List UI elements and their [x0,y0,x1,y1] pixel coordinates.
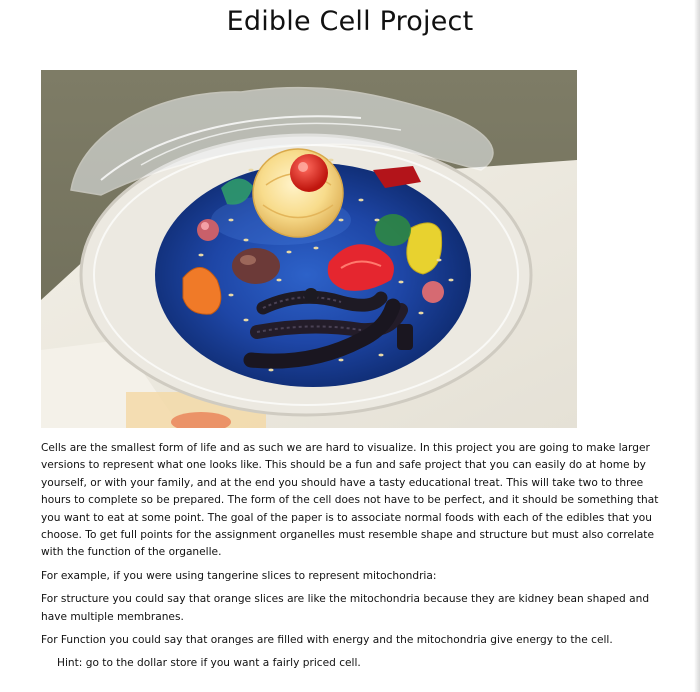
green-gummy-organelle [375,214,411,246]
pink-ball-organelle [197,219,219,241]
structure-paragraph: For structure you could say that orange slices are like the mitochondria because they are kidney bean shaped and have multiple membranes. [41,593,650,623]
page-edge [694,0,700,692]
function-paragraph: For Function you could say that oranges are filled with energy and the mitochondria give energy to the cell. [41,634,613,647]
intro-paragraph: Cells are the smallest form of life and as such we are hard to visualize. In this project you are going to make larger versions to represent what one looks like. This should be a fun and safe project that you can easily do at home by yourself, or with your family, and at the end you should have a tasty educational treat. This will take two to three hours to complete so be prepared. The form of the cell does not have to be perfect, and it should be something that you want to eat at some point. The goal of the paper is to associate normal foods with each of the edibles that you choose. To get full points for the assignment organelles must resemble shape and structure but must also correlate with the function of the organelle. [41,442,659,559]
project-description [41,440,666,679]
licorice-piece [397,324,413,350]
page-title: Edible Cell Project [226,6,474,37]
grape-organelle [232,248,280,284]
pink-ball-shine [201,222,209,230]
dark-candy-bit [304,288,318,302]
cherry-nucleolus [290,154,328,192]
cherry-shine [298,162,308,172]
grape-shine [240,255,256,265]
pink-ball-organelle-right [422,281,444,303]
example-paragraph: For example, if you were using tangerine slices to represent mitochondria: [41,569,437,582]
edible-cell-photo [41,70,577,428]
hint-paragraph: Hint: go to the dollar store if you want a fairly priced cell. [57,657,361,670]
